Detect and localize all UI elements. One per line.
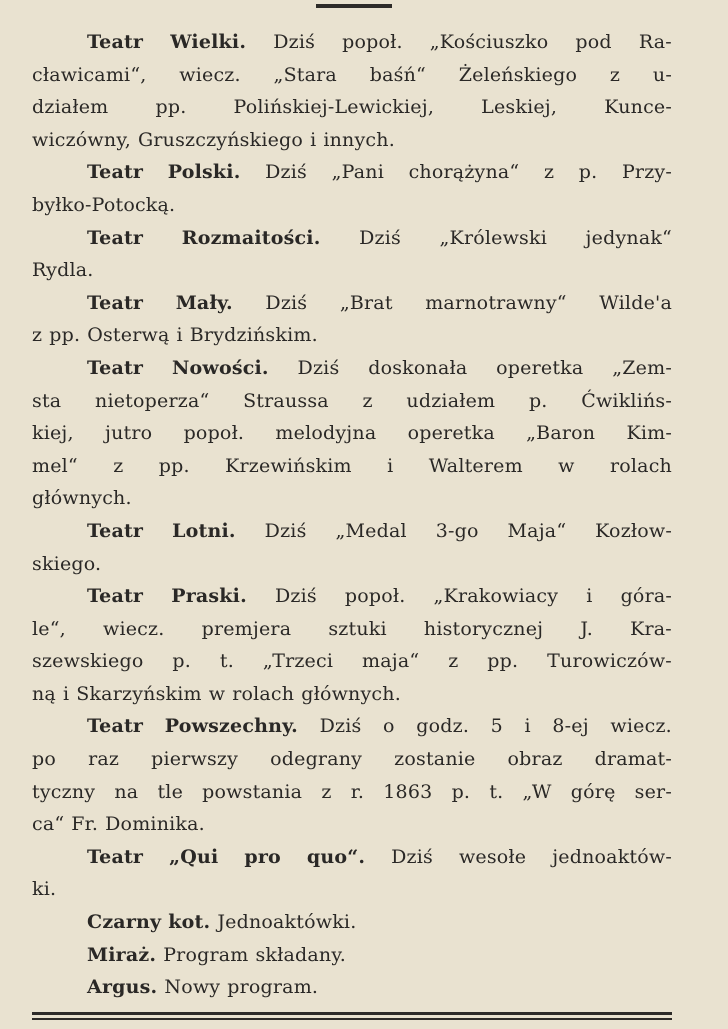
word: Przy- [621, 161, 672, 184]
text-line [32, 482, 672, 515]
word: maja“ [362, 650, 420, 673]
word: Krzewińskim [225, 454, 352, 477]
word: z [321, 780, 332, 803]
venue-name-word: Miraż. [87, 943, 157, 966]
text-line [32, 515, 672, 548]
word: rolach [609, 454, 672, 477]
word: w [208, 682, 226, 705]
bottom-rule [32, 1012, 672, 1015]
text-line [32, 450, 672, 483]
word: i [586, 585, 593, 608]
word: z [362, 389, 373, 412]
word: chorążyna“ [408, 161, 520, 184]
word: sta [32, 389, 62, 412]
venue-name-word: Teatr [87, 161, 144, 184]
word: głównych. [301, 682, 401, 705]
text-line [32, 417, 672, 450]
word: o [383, 715, 395, 738]
word: „Medal [335, 519, 407, 542]
word: Program [163, 943, 249, 966]
word: kiej, [32, 422, 74, 445]
word: Kra- [630, 617, 672, 640]
word: u- [652, 63, 672, 86]
word: Straussa [243, 389, 329, 412]
venue-name-word: Teatr [87, 226, 144, 249]
text-line [32, 808, 672, 841]
word: Wilde'a [599, 291, 672, 314]
word: dramat- [594, 748, 672, 771]
word: udziałem [406, 389, 496, 412]
word: Rydla. [32, 259, 94, 282]
word: Fr. [71, 813, 99, 836]
text-line [32, 841, 672, 874]
venue-name-word: „Qui [169, 845, 219, 868]
word: Dominika. [105, 813, 205, 836]
word: 8-ej [552, 715, 589, 738]
word: pp. [49, 324, 81, 347]
word: Dziś [319, 715, 362, 738]
word: p. [172, 650, 191, 673]
word: i [310, 128, 317, 151]
bottom-rule-thin [32, 1018, 672, 1020]
word: zostanie [394, 748, 476, 771]
word: historycznej [423, 617, 544, 640]
word: ną [32, 682, 56, 705]
word: cławicami“, [32, 63, 147, 86]
word: i [62, 682, 70, 705]
text-line [32, 613, 672, 646]
text-line [32, 678, 672, 711]
word: z [609, 63, 621, 86]
venue-name-word: Polski. [167, 161, 241, 184]
word: górę [570, 780, 616, 803]
venue-name-word: Powszechny. [164, 715, 298, 738]
word: godz. [416, 715, 470, 738]
word: le“, [32, 617, 66, 640]
text-line [32, 385, 672, 418]
word: ca“ [32, 813, 65, 836]
venue-name-word: Teatr [87, 291, 144, 314]
word: i [524, 715, 531, 738]
word: powstania [202, 780, 303, 803]
word: popoł. [344, 585, 406, 608]
word: Walterem [428, 454, 523, 477]
venue-name-word: Nowości. [171, 356, 269, 379]
text-line [32, 971, 672, 1004]
word: Nowy [164, 976, 221, 999]
venue-name-word: pro [244, 845, 281, 868]
word: raz [88, 748, 120, 771]
word: Ra- [638, 31, 672, 53]
word: „W [522, 780, 552, 803]
word: „Zem- [612, 356, 672, 379]
word: doskonała [368, 356, 468, 379]
word: Brydzińskim. [189, 324, 318, 347]
word: Kunce- [604, 96, 672, 119]
text-line [32, 156, 672, 189]
venue-name-word: Czarny [87, 911, 162, 934]
text-line [32, 743, 672, 776]
venue-name-word: kot. [168, 911, 211, 934]
word: Kim- [626, 422, 672, 445]
text-line [32, 776, 672, 809]
word: Kozłow- [595, 519, 672, 542]
word: pierwszy [151, 748, 239, 771]
text-line [32, 548, 672, 581]
word: Skarzyńskim [76, 682, 202, 705]
word: działem [32, 96, 109, 119]
word: Dziś [359, 226, 401, 249]
word: „Kościuszko [429, 31, 549, 53]
word: ki. [32, 878, 57, 901]
word: w [558, 454, 575, 477]
word: p. [528, 389, 548, 412]
venue-name-word: Teatr [87, 845, 144, 868]
word: baśń“ [369, 63, 426, 86]
word: Dziś [265, 161, 307, 184]
venue-name-word: Teatr [87, 519, 144, 542]
venue-name-word: Lotni. [172, 519, 236, 542]
text-line [32, 319, 672, 352]
word: tle [157, 780, 184, 803]
word: „Baron [526, 422, 596, 445]
word: szewskiego [32, 650, 144, 673]
word: pod [575, 31, 612, 53]
word: i [176, 324, 183, 347]
word: 5 [490, 715, 503, 738]
word: p. [451, 780, 471, 803]
word: premjera [201, 617, 292, 640]
word: „Krakowiacy [433, 585, 559, 608]
word: Dziś [265, 291, 308, 314]
word: Turowiczów- [547, 650, 672, 673]
word: „Brat [339, 291, 393, 314]
word: program. [227, 976, 319, 999]
venue-name-word: Teatr [87, 31, 144, 53]
venue-name-word: Argus. [87, 976, 158, 999]
theatre-listing-column [32, 26, 672, 1004]
text-line [32, 26, 672, 59]
word: operetka [496, 356, 584, 379]
word: obraz [507, 748, 563, 771]
text-line [32, 91, 672, 124]
text-line [32, 254, 672, 287]
word: Gruszczyńskiego [137, 128, 304, 151]
word: wiecz. [179, 63, 241, 86]
word: t. [489, 780, 504, 803]
word: Leskiej, [481, 96, 558, 119]
text-line [32, 580, 672, 613]
word: r. [350, 780, 365, 803]
word: tyczny [32, 780, 96, 803]
word: i [387, 454, 394, 477]
word: 3-go [435, 519, 479, 542]
word: pp. [155, 96, 187, 119]
word: popoł. [183, 422, 245, 445]
word: p. [578, 161, 598, 184]
word: pp. [487, 650, 519, 673]
word: 1863 [383, 780, 433, 803]
word: na [114, 780, 139, 803]
word: t. [219, 650, 234, 673]
text-line [32, 189, 672, 222]
word: pp. [158, 454, 190, 477]
word: Dziś [274, 585, 317, 608]
word: po [32, 748, 57, 771]
word: nietoperza“ [95, 389, 210, 412]
word: wiczówny, [32, 128, 131, 151]
word: wiecz. [102, 617, 165, 640]
word: Jednoaktówki. [217, 911, 357, 934]
word: Maja“ [507, 519, 567, 542]
word: wiecz. [610, 715, 672, 738]
top-rule [316, 4, 392, 8]
word: rolach [232, 682, 295, 705]
word: z [113, 454, 124, 477]
text-line [32, 939, 672, 972]
venue-name-word: Teatr [87, 585, 144, 608]
word: Ćwiklińs- [581, 389, 672, 412]
text-line [32, 222, 672, 255]
word: „Trzeci [262, 650, 334, 673]
venue-name-word: Rozmaitości. [181, 226, 321, 249]
word: jedynak“ [585, 226, 672, 249]
text-line [32, 645, 672, 678]
venue-name-word: Mały. [175, 291, 233, 314]
venue-name-word: Praski. [171, 585, 247, 608]
word: skiego. [32, 552, 102, 575]
word: odegrany [270, 748, 363, 771]
word: Polińskiej-Lewickiej, [233, 96, 435, 119]
word: z [543, 161, 555, 184]
venue-name-word: Teatr [87, 715, 144, 738]
word: melodyjna [275, 422, 377, 445]
word: popoł. [342, 31, 403, 53]
text-line [32, 287, 672, 320]
word: Dziś [264, 519, 307, 542]
text-line [32, 906, 672, 939]
word: wesołe [458, 845, 527, 868]
word: z [448, 650, 459, 673]
word: składany. [255, 943, 347, 966]
venue-name-word: Teatr [87, 356, 144, 379]
word: Dziś [391, 845, 433, 868]
venue-name-word: quo“. [306, 845, 366, 868]
word: Dziś [273, 31, 316, 53]
word: głównych. [32, 487, 132, 510]
word: byłko-Potocką. [32, 193, 176, 216]
word: z [32, 324, 43, 347]
word: jednoaktów- [552, 845, 672, 868]
word: innych. [323, 128, 395, 151]
word: jutro [105, 422, 153, 445]
text-line [32, 124, 672, 157]
word: Osterwą [87, 324, 170, 347]
text-line [32, 59, 672, 92]
word: marnotrawny“ [425, 291, 567, 314]
word: operetka [407, 422, 495, 445]
word: Dziś [297, 356, 340, 379]
word: J. [580, 617, 593, 640]
word: mel“ [32, 454, 78, 477]
venue-name-word: Wielki. [170, 31, 247, 53]
word: „Królewski [439, 226, 547, 249]
word: „Stara [273, 63, 337, 86]
word: ser- [634, 780, 672, 803]
word: „Pani [331, 161, 384, 184]
text-line [32, 352, 672, 385]
word: góra- [620, 585, 672, 608]
text-line [32, 873, 672, 906]
text-line [32, 710, 672, 743]
word: sztuki [328, 617, 387, 640]
word: Żeleńskiego [458, 63, 578, 86]
